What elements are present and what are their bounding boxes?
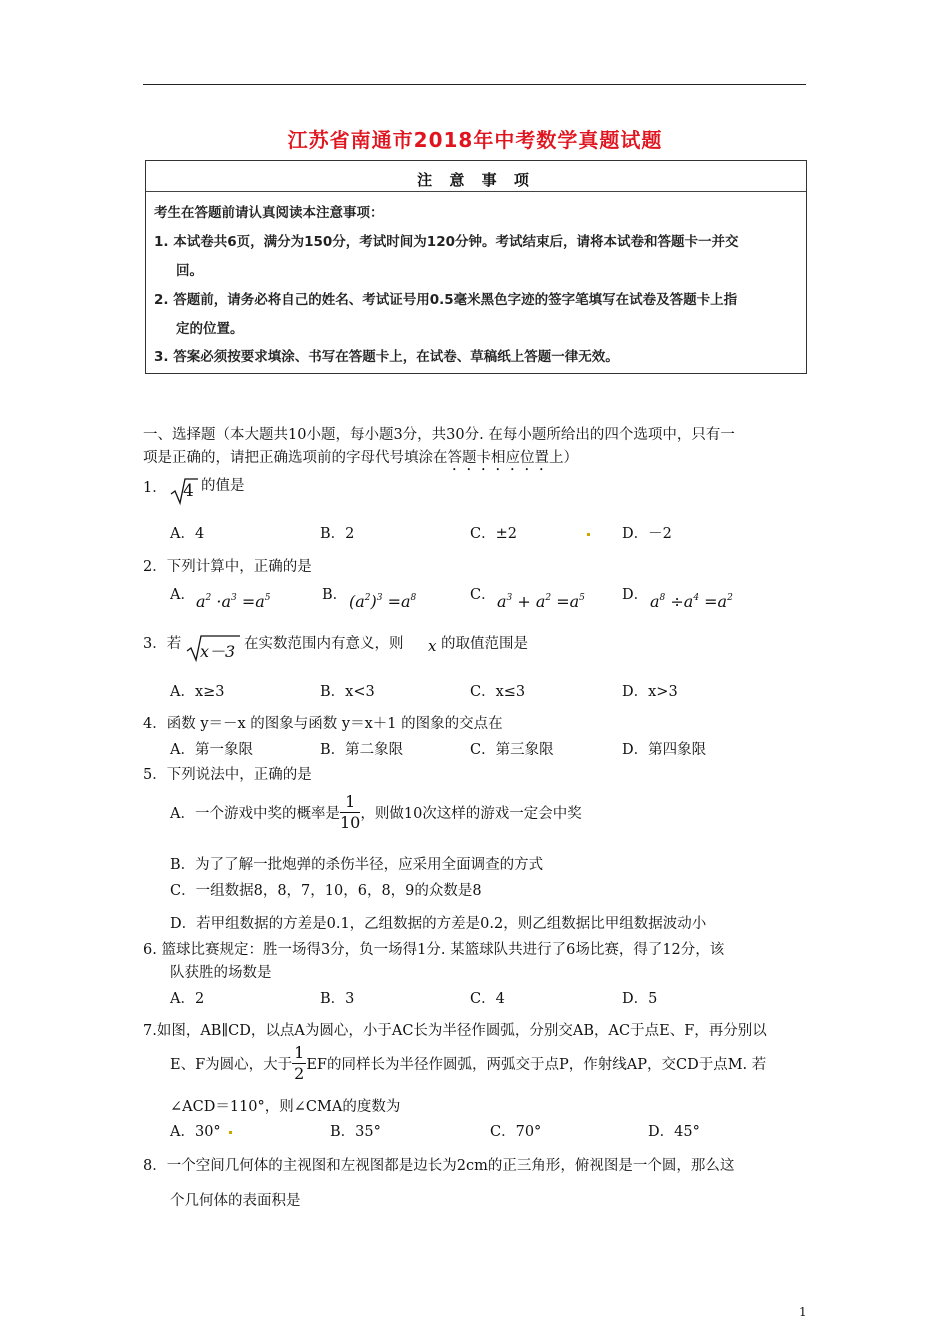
q5-option-a xyxy=(170,792,582,833)
notice-intro: 考生在答题前请认真阅读本注意事项： xyxy=(154,205,384,221)
q3-option-a: A．x≥3 xyxy=(170,684,225,700)
q1-radicand: 4 xyxy=(183,481,194,501)
q6-option-b: B．3 xyxy=(320,991,355,1007)
q3-radicand: x－3 xyxy=(200,642,236,661)
q5-fraction xyxy=(340,792,360,833)
section-line-2a: 项是正确的，请把正确选项前的字母代号填涂在 xyxy=(143,450,448,466)
q8-line-1: 8．一个空间几何体的主视图和左视图都是边长为2cm的正三角形，俯视图是一个圆，那么这 xyxy=(143,1158,735,1174)
q3-option-d: D．x>3 xyxy=(622,684,678,700)
header-rule xyxy=(143,84,806,85)
scan-speck xyxy=(587,533,590,536)
q3-text-2: 的取值范围是 xyxy=(441,636,528,652)
q5-option-a-pre: A．一个游戏中奖的概率是 xyxy=(170,806,340,822)
q7-line-2-pre: E、F为圆心，大于 xyxy=(170,1057,293,1073)
q3-variable: x xyxy=(428,637,437,655)
q7-fraction xyxy=(292,1043,306,1084)
q6-option-c: C．4 xyxy=(470,991,505,1007)
q5-option-c: C．一组数据8，8，7，10，6，8，9的众数是8 xyxy=(170,883,482,899)
section-line-2-emphasis: 答题卡相应位置 xyxy=(447,450,549,466)
q7-line-2 xyxy=(170,1043,766,1084)
page-title: 江苏省南通市2018年中考数学真题试题 xyxy=(287,128,663,152)
q2-expr-c: $a^3 + a^2 =a^5$ xyxy=(497,592,585,611)
section-line-2b: 上） xyxy=(549,450,578,466)
scan-speck xyxy=(229,1131,232,1134)
q5-fraction-numerator: 1 xyxy=(340,792,360,813)
q3-option-b: B．x<3 xyxy=(320,684,375,700)
q2-expr-a: $a^2 \cdot a^3 =a^5$ xyxy=(196,592,271,611)
q7-option-d: D．45° xyxy=(648,1124,700,1140)
q7-option-a: A．30° xyxy=(170,1124,221,1140)
q7-option-b: B．35° xyxy=(330,1124,381,1140)
q2-expr-b: $(a^2)^3 =a^8$ xyxy=(349,592,417,611)
notice-item-2: 2. 答题前，请务必将自己的姓名、考试证号用0.5毫米黑色字迹的签字笔填写在试卷及答题卡上指 xyxy=(154,292,738,308)
q2-label-d: D． xyxy=(622,587,649,603)
q7-line-1: 7.如图，AB∥CD，以点A为圆心，小于AC长为半径作圆弧，分别交AB，AC于点E、F，再分别以 xyxy=(143,1023,767,1039)
page-number: 1 xyxy=(799,1305,807,1319)
q8-line-2: 个几何体的表面积是 xyxy=(170,1193,301,1209)
q2-label-b: B． xyxy=(322,587,348,603)
q6-option-d: D．5 xyxy=(622,991,658,1007)
q5-option-a-post: ，则做10次这样的游戏一定会中奖 xyxy=(360,806,582,822)
q5-option-d: D．若甲组数据的方差是0.1，乙组数据的方差是0.2，则乙组数据比甲组数据波动小 xyxy=(170,916,707,932)
q1-option-c: C．±2 xyxy=(470,526,517,542)
q6-option-a: A．2 xyxy=(170,991,205,1007)
q1-option-a: A．4 xyxy=(170,526,205,542)
q4-option-a: A．第一象限 xyxy=(170,742,253,758)
notice-divider xyxy=(146,191,806,192)
q5-fraction-denominator: 10 xyxy=(339,813,361,832)
section-line-1: 一、选择题（本大题共10小题，每小题3分，共30分. 在每小题所给出的四个选项中，只有一 xyxy=(143,427,735,443)
q5-option-b: B．为了了解一批炮弹的杀伤半径，应采用全面调查的方式 xyxy=(170,857,544,873)
q3-number: 3．若 xyxy=(143,636,182,652)
q1-option-d: D．－2 xyxy=(622,526,672,542)
q3-text-1: 在实数范围内有意义，则 xyxy=(244,636,404,652)
q7-fraction-numerator: 1 xyxy=(294,1043,305,1062)
q4-stem: 4．函数 y＝－x 的图象与函数 y＝x＋1 的图象的交点在 xyxy=(143,716,503,732)
q4-option-d: D．第四象限 xyxy=(622,742,707,758)
notice-box xyxy=(145,160,807,374)
q7-line-2-post: EF的同样长为半径作圆弧，两弧交于点P，作射线AP，交CD于点M. 若 xyxy=(306,1057,767,1073)
q4-option-b: B．第二象限 xyxy=(320,742,404,758)
q2-label-a: A． xyxy=(170,587,195,603)
q2-expr-d: $a^8 \div a^4 =a^2$ xyxy=(650,592,733,611)
q1-text: 的值是 xyxy=(201,478,245,494)
q6-line-1: 6. 篮球比赛规定：胜一场得3分，负一场得1分. 某篮球队共进行了6场比赛，得了12分，该 xyxy=(143,942,725,958)
q5-stem: 5．下列说法中，正确的是 xyxy=(143,767,312,783)
q7-fraction-denominator: 2 xyxy=(294,1064,305,1083)
q7-option-c: C．70° xyxy=(490,1124,542,1140)
q4-option-c: C．第三象限 xyxy=(470,742,554,758)
q7-line-3: ∠ACD＝110°，则∠CMA的度数为 xyxy=(170,1099,401,1115)
notice-item-2-cont: 定的位置。 xyxy=(176,321,244,337)
notice-item-1: 1. 本试卷共6页，满分为150分，考试时间为120分钟。考试结束后，请将本试卷和答题卡一并交 xyxy=(154,234,739,250)
notice-item-1-cont: 回。 xyxy=(176,263,203,279)
q1-number: 1． xyxy=(143,480,167,496)
notice-heading: 注 意 事 项 xyxy=(417,171,535,189)
notice-item-3: 3. 答案必须按要求填涂、书写在答题卡上，在试卷、草稿纸上答题一律无效。 xyxy=(154,349,619,365)
q2-stem: 2．下列计算中，正确的是 xyxy=(143,559,312,575)
q2-label-c: C． xyxy=(470,587,496,603)
section-line-2 xyxy=(143,446,578,474)
q3-option-c: C．x≤3 xyxy=(470,684,526,700)
q1-option-b: B．2 xyxy=(320,526,355,542)
q6-line-2: 队获胜的场数是 xyxy=(170,965,272,981)
